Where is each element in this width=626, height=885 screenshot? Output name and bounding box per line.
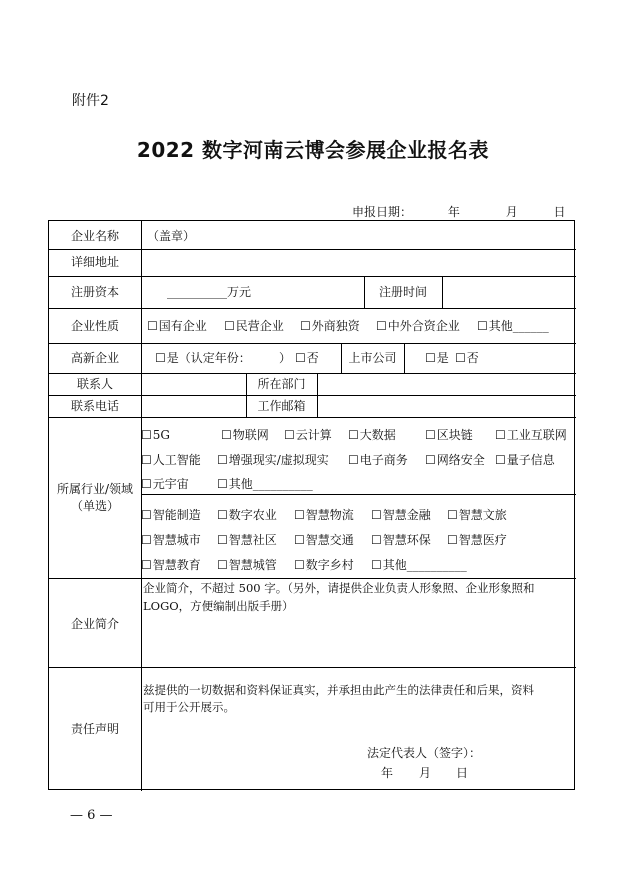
hightech-close: ） — [279, 351, 292, 365]
capital-label: 注册资本 — [70, 285, 119, 299]
statement-label: 责任声明 — [70, 722, 119, 736]
nature-option[interactable]: ☐ 中外合资企业 — [376, 318, 460, 334]
industry-option[interactable]: ☐ 云计算 — [284, 427, 332, 443]
date-day: 日 — [553, 205, 566, 219]
industry-option[interactable]: ☐ 智慧物流 — [294, 507, 354, 523]
industry-option[interactable]: ☐ 区块链 — [425, 427, 473, 443]
signature-day: 日 — [456, 766, 469, 780]
row-divider — [141, 494, 576, 495]
industry-option[interactable]: ☐ 智慧城管 — [217, 557, 277, 573]
address-label: 详细地址 — [70, 255, 119, 269]
nature-label: 企业性质 — [70, 319, 119, 333]
intro-text-line2: LOGO，方便编制出版手册） — [143, 599, 294, 613]
industry-option[interactable]: ☐ 网络安全 — [425, 452, 485, 468]
listed-yes[interactable]: ☐ 是 — [425, 350, 449, 366]
nature-option[interactable]: ☐ 外商独资 — [300, 318, 360, 334]
phone-label: 联系电话 — [70, 399, 119, 413]
date-month: 月 — [505, 205, 518, 219]
industry-option[interactable]: ☐ 元宇宙 — [141, 476, 189, 492]
col-divider — [141, 221, 142, 791]
row-divider — [49, 395, 576, 396]
company-name-note: （盖章） — [147, 229, 196, 243]
row-divider — [49, 667, 576, 668]
dept-label: 所在部门 — [257, 377, 306, 391]
row-divider — [49, 578, 576, 579]
row-divider — [49, 308, 576, 309]
hightech-no[interactable]: ☐ 否 — [295, 350, 319, 366]
form-title: 2022 数字河南云博会参展企业报名表 — [136, 138, 490, 162]
industry-option[interactable]: ☐ 智慧环保 — [371, 532, 431, 548]
industry-label: 所属行业/领域 — [56, 482, 134, 496]
industry-option[interactable]: ☐ 智慧交通 — [294, 532, 354, 548]
industry-option[interactable]: ☐ 智慧城市 — [141, 532, 201, 548]
industry-option[interactable]: ☐ 智能制造 — [141, 507, 201, 523]
industry-option[interactable]: ☐ 物联网 — [221, 427, 269, 443]
date-year: 年 — [447, 205, 460, 219]
row-divider — [49, 417, 576, 418]
nature-option[interactable]: ☐ 国有企业 — [147, 318, 207, 334]
registration-table — [48, 220, 575, 790]
industry-option[interactable]: ☐ 智慧社区 — [217, 532, 277, 548]
industry-option[interactable]: ☐ 量子信息 — [495, 452, 555, 468]
signature-year: 年 — [381, 766, 394, 780]
industry-option[interactable]: ☐ 数字乡村 — [294, 557, 354, 573]
statement-text-line1: 兹提供的一切数据和资料保证真实，并承担由此产生的法律责任和后果，资料 — [143, 683, 534, 697]
industry-option[interactable]: ☐ 电子商务 — [348, 452, 408, 468]
page-number: — 6 — — [70, 808, 113, 823]
col-divider — [442, 276, 443, 308]
statement-text-line2: 可用于公开展示。 — [143, 700, 235, 714]
industry-option[interactable]: ☐ 人工智能 — [141, 452, 201, 468]
signature-month: 月 — [419, 766, 432, 780]
signature-label: 法定代表人（签字）： — [367, 746, 482, 760]
nature-option[interactable]: ☐ 其他______ — [477, 318, 549, 334]
email-label: 工作邮箱 — [257, 399, 306, 413]
industry-option[interactable]: ☐ 工业互联网 — [495, 427, 567, 443]
date-label: 申报日期： — [352, 205, 413, 219]
industry-option[interactable]: ☐ 智慧教育 — [141, 557, 201, 573]
industry-note: （单选） — [70, 499, 119, 513]
industry-option[interactable]: ☐ 增强现实/虚拟现实 — [217, 452, 329, 468]
attachment-label: 附件2 — [72, 93, 109, 109]
listed-label: 上市公司 — [348, 351, 397, 365]
hightech-label: 高新企业 — [70, 351, 119, 365]
industry-option[interactable]: ☐ 智慧文旅 — [447, 507, 507, 523]
capital-field[interactable]: __________万元 — [167, 285, 252, 299]
industry-option[interactable]: ☐ 智慧医疗 — [447, 532, 507, 548]
row-divider — [49, 373, 576, 374]
listed-no[interactable]: ☐ 否 — [455, 350, 479, 366]
industry-option[interactable]: ☐ 数字农业 — [217, 507, 277, 523]
contact-label: 联系人 — [76, 377, 113, 391]
nature-option[interactable]: ☐ 民营企业 — [224, 318, 284, 334]
application-date — [352, 203, 566, 220]
industry-option[interactable]: ☐ 5G — [141, 427, 170, 443]
intro-text-line1: 企业简介，不超过 500 字。（另外，请提供企业负责人形象照、企业形象照和 — [143, 581, 535, 595]
row-divider — [49, 249, 576, 250]
hightech-yes[interactable]: ☐ 是（认定年份： — [155, 350, 251, 366]
row-divider — [49, 276, 576, 277]
industry-option[interactable]: ☐ 智慧金融 — [371, 507, 431, 523]
col-divider — [317, 373, 318, 417]
intro-label: 企业简介 — [70, 617, 119, 631]
company-name-label: 企业名称 — [70, 229, 119, 243]
reg-time-label: 注册时间 — [378, 285, 427, 299]
industry-option[interactable]: ☐ 大数据 — [348, 427, 396, 443]
row-divider — [49, 343, 576, 344]
industry-option[interactable]: ☐ 其他__________ — [371, 557, 467, 573]
col-divider — [404, 343, 405, 373]
industry-option[interactable]: ☐ 其他__________ — [217, 476, 313, 492]
